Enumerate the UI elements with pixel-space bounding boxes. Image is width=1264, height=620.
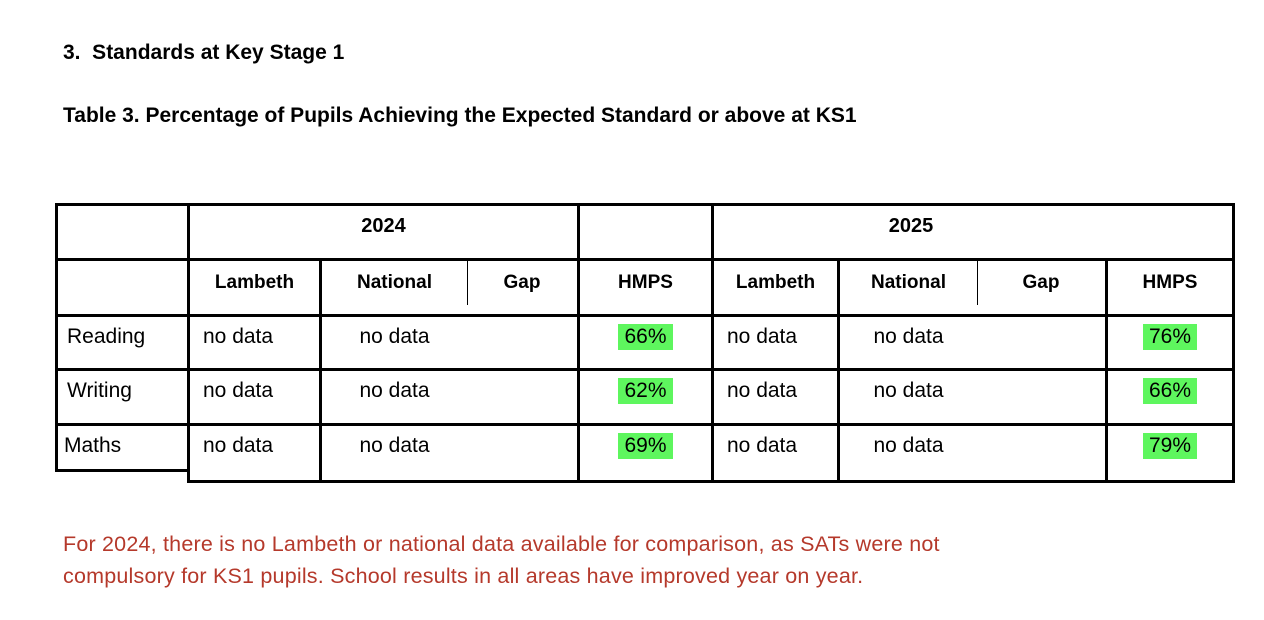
row-label-reading: Reading xyxy=(55,317,190,371)
cell-reading-2025-lambeth: no data xyxy=(714,317,840,371)
cell-reading-2025-national-gap: no data xyxy=(840,317,977,371)
col-header-2025-lambeth: Lambeth xyxy=(714,261,840,317)
cell-writing-2024-lambeth: no data xyxy=(190,371,322,426)
cell-maths-2024-lambeth: no data xyxy=(190,426,322,483)
highlighted-value: 69% xyxy=(618,433,672,459)
col-header-2024-hmps: HMPS xyxy=(580,261,714,317)
cell-maths-2024-gap-empty xyxy=(467,426,580,483)
row-label-writing: Writing xyxy=(55,371,190,426)
hmps-spacer-2025 xyxy=(1108,203,1235,261)
col-header-2024-national: National xyxy=(322,261,467,317)
footnote-line-1: For 2024, there is no Lambeth or national data available for comparison, as SATs were not xyxy=(63,532,940,556)
cell-reading-2024-national-gap: no data xyxy=(322,317,467,371)
cell-maths-2025-gap-empty xyxy=(977,426,1108,483)
row-label-maths: Maths xyxy=(55,426,190,483)
highlighted-value: 62% xyxy=(618,378,672,404)
footnote-line-2: compulsory for KS1 pupils. School results in all areas have improved year on year. xyxy=(63,564,864,588)
highlighted-value: 66% xyxy=(618,324,672,350)
highlighted-value: 66% xyxy=(1143,378,1197,404)
col-header-2025-national: National xyxy=(840,261,977,317)
cell-writing-2024-hmps xyxy=(580,371,714,426)
footnote xyxy=(63,528,1264,592)
section-heading: 3. Standards at Key Stage 1 xyxy=(63,41,345,64)
cell-writing-2024-national-gap: no data xyxy=(322,371,467,426)
hmps-spacer-2024 xyxy=(580,203,714,261)
cell-writing-2025-gap-empty xyxy=(977,371,1108,426)
table-title: Table 3. Percentage of Pupils Achieving the Expected Standard or above at KS1 xyxy=(63,104,857,127)
cell-maths-2024-national-gap: no data xyxy=(322,426,467,483)
cell-maths-2025-lambeth: no data xyxy=(714,426,840,483)
highlighted-value: 79% xyxy=(1143,433,1197,459)
corner-cell-bottom xyxy=(55,261,190,317)
cell-writing-2025-hmps xyxy=(1108,371,1235,426)
cell-reading-2025-gap-empty xyxy=(977,317,1108,371)
cell-maths-2025-national-gap: no data xyxy=(840,426,977,483)
highlighted-value: 76% xyxy=(1143,324,1197,350)
cell-writing-2024-gap-empty xyxy=(467,371,580,426)
col-header-2025-hmps: HMPS xyxy=(1108,261,1235,317)
col-header-2024-gap: Gap xyxy=(467,261,580,317)
cell-writing-2025-lambeth: no data xyxy=(714,371,840,426)
cell-reading-2024-lambeth: no data xyxy=(190,317,322,371)
cell-writing-2025-national-gap: no data xyxy=(840,371,977,426)
cell-maths-2024-hmps xyxy=(580,426,714,483)
year-header-2024: 2024 xyxy=(190,203,580,261)
corner-cell-top xyxy=(55,203,190,261)
cell-reading-2024-hmps xyxy=(580,317,714,371)
col-header-2025-gap: Gap xyxy=(977,261,1108,317)
cell-maths-2025-hmps xyxy=(1108,426,1235,483)
col-header-2024-lambeth: Lambeth xyxy=(190,261,322,317)
cell-reading-2025-hmps xyxy=(1108,317,1235,371)
ks1-results-table xyxy=(55,203,1235,483)
cell-reading-2024-gap-empty xyxy=(467,317,580,371)
year-header-2025: 2025 xyxy=(714,203,1108,261)
